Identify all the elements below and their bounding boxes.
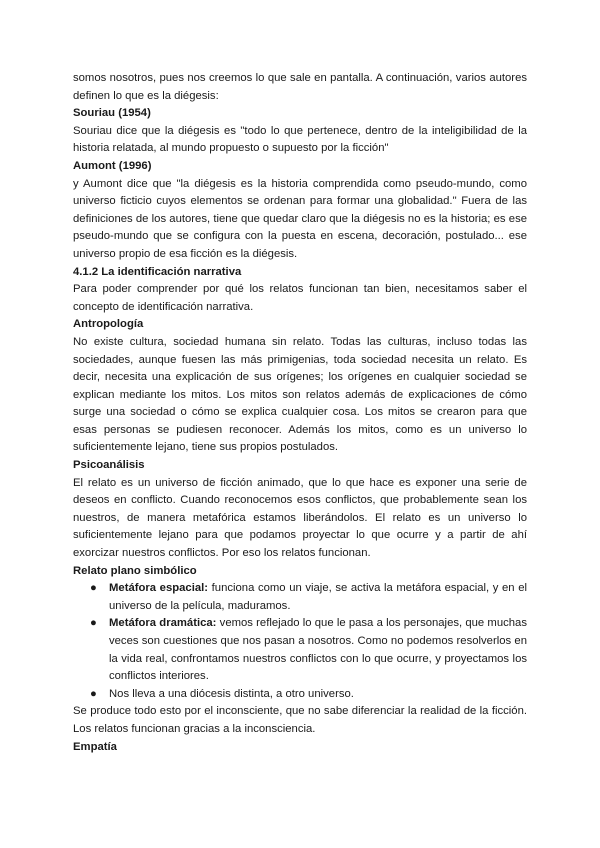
paragraph-aumont: y Aumont dice que "la diégesis es la historia comprendida como pseudo-mundo, como universo ficticio cuyos elementos se ordenan para formar una globalidad." Fuera de las definiciones de los autores, tiene que quedar claro que la diégesis no es la historia; es ese pseudo-mundo que se configura con la puesta en escena, decoración, postulado... ese universo propio de esa ficción es la diégesis.: [73, 177, 527, 260]
list-item-text: funciona como un viaje, se activa la metáfora espacial, y en el universo de la película, maduramos.: [109, 582, 527, 612]
bullet-icon: ●: [90, 582, 97, 595]
list-item-term: Metáfora espacial:: [109, 582, 209, 595]
list-item: [90, 686, 527, 704]
list-item: [90, 580, 527, 615]
bullet-icon: ●: [90, 687, 97, 700]
heading-antropologia: Antropología: [73, 318, 144, 331]
list-item-term: Metáfora dramática:: [109, 617, 217, 630]
bullet-icon: ●: [90, 617, 97, 630]
list-item: [90, 615, 527, 685]
paragraph-souriau: Souriau dice que la diégesis es "todo lo que pertenece, dentro de la inteligibilidad de la historia relatada, al mundo propuesto o supuesto por la ficción": [73, 124, 527, 155]
paragraph-antropologia: No existe cultura, sociedad humana sin relato. Todas las culturas, incluso todas las sociedades, aunque fuesen las más primigenias, toda sociedad necesita un relato. Es decir, necesita una explicación de sus orígenes; los orígenes en cualquier sociedad se explican mediante los mitos. Los mitos son relatos además de explicaciones de cómo surge una sociedad o cómo se explica cualquier cosa. Los mitos se crearon para que esas personas se pudiesen reconocer. Además los mitos, como es un universo lo suficientemente lejano, tiene sus propios postulados.: [73, 335, 527, 454]
heading-souriau: Souriau (1954): [73, 107, 151, 120]
list-item-text: vemos reflejado lo que le pasa a los personajes, que muchas veces son cuestiones que nos pasan a nosotros. Como no podemos resolverlos en la vida real, confrontamos nuestros conflictos con lo que ocurre, y proyectamos los conflictos interiores.: [109, 617, 527, 683]
list-item-text: Nos lleva a una diócesis distinta, a otro universo.: [109, 687, 354, 700]
heading-empatia: Empatía: [73, 740, 117, 753]
paragraph-inconsciente: Se produce todo esto por el inconsciente, que no sabe diferenciar la realidad de la ficción. Los relatos funcionan gracias a la inconsciencia.: [73, 705, 527, 735]
heading-identificacion-narrativa: 4.1.2 La identificación narrativa: [73, 265, 242, 278]
heading-psicoanalisis: Psicoanálisis: [73, 459, 145, 472]
heading-aumont: Aumont (1996): [73, 159, 152, 172]
paragraph-psicoanalisis: El relato es un universo de ficción animado, que lo que hace es exponer una serie de deseos en conflicto. Cuando reconocemos esos conflictos, que probablemente sean los nuestros, de manera metafórica estamos liberándolos. El relato es un universo lo suficientemente lejano para que podamos proyectar lo que ocurre y a partir de ahí exorcizar nuestros conflictos. Por eso los relatos funcionan.: [73, 476, 527, 560]
paragraph-intro: somos nosotros, pues nos creemos lo que sale en pantalla. A continuación, varios autores definen lo que es la diégesis:: [73, 72, 527, 102]
bullet-list: [73, 580, 527, 703]
heading-relato-plano-simbolico: Relato plano simbólico: [73, 564, 197, 577]
paragraph-identificacion: Para poder comprender por qué los relatos funcionan tan bien, necesitamos saber el concepto de identificación narrativa.: [73, 283, 527, 313]
